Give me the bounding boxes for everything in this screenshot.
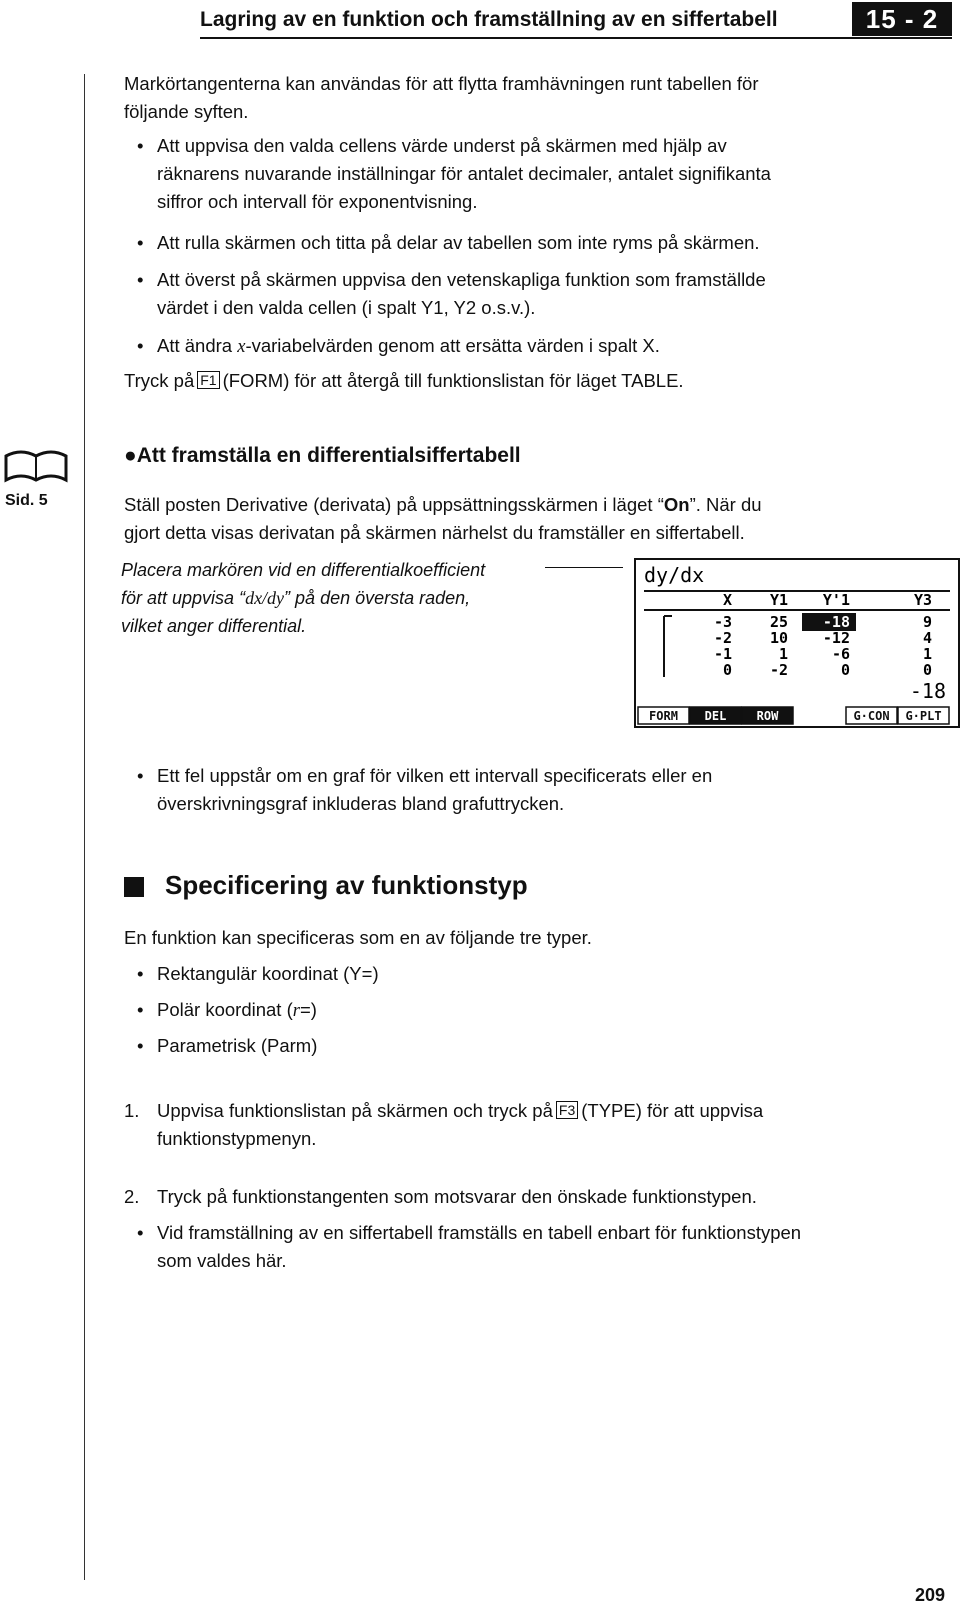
bullet-line: räknarens nuvarande inställningar för antalet decimaler, antalet signifikanta bbox=[157, 163, 771, 184]
f3-key-icon: F3 bbox=[556, 1101, 578, 1119]
subsection-title: ●Att framställa en differentialsiffertabell bbox=[124, 444, 521, 467]
softkey-label: G·CON bbox=[853, 709, 890, 723]
bullet-dot: • bbox=[137, 1035, 144, 1056]
page-header-title: Lagring av en funktion och framställning av en siffertabell bbox=[200, 8, 778, 31]
screen-table-cell: 25 bbox=[769, 613, 788, 631]
screen-table-cell: 1 bbox=[922, 645, 932, 663]
screen-table-cell: -1 bbox=[713, 645, 732, 663]
screen-table-cell: 1 bbox=[778, 645, 788, 663]
selected-value-readout: -18 bbox=[909, 679, 946, 703]
margin-rule bbox=[84, 74, 85, 1580]
page-number: 209 bbox=[915, 1585, 946, 1605]
softkey-label: DEL bbox=[704, 709, 727, 723]
subsection-paragraph: Ställ posten Derivative (derivata) på uppsättningsskärmen i läget “On”. När du gjort detta visas derivatan på skärmen närhelst du framställer en siffertabell. bbox=[124, 494, 762, 543]
bullet-dot: • bbox=[137, 963, 144, 984]
form-instruction: Tryck på F1 (FORM) för att återgå till funktionslistan för läget TABLE. bbox=[124, 370, 684, 391]
section-number-badge: 15 - 2 bbox=[852, 2, 952, 36]
screen-column-header: X bbox=[722, 591, 732, 609]
variable-x: x bbox=[237, 337, 246, 357]
screen-table-cell: -2 bbox=[769, 661, 788, 679]
bullet-dot: • bbox=[137, 999, 144, 1020]
bullet-dot: • bbox=[137, 135, 144, 156]
section-marker-square bbox=[124, 877, 144, 897]
screen-column-header: Y3 bbox=[913, 591, 932, 609]
screen-table-cell: -2 bbox=[713, 629, 732, 647]
screen-table-cell: 9 bbox=[922, 613, 932, 631]
intro-line: Markörtangenterna kan användas för att flytta framhävningen runt tabellen för bbox=[124, 73, 759, 94]
calculator-screen bbox=[634, 558, 960, 728]
screen-table-cell: 0 bbox=[722, 661, 732, 679]
screen-column-header: Y'1 bbox=[822, 591, 850, 609]
bullet-line: Att uppvisa den valda cellens värde underst på skärmen med hjälp av bbox=[157, 135, 727, 156]
screen-table-cell: 10 bbox=[769, 629, 788, 647]
bullet-dot: • bbox=[137, 232, 144, 253]
screen-table-cell: -12 bbox=[822, 629, 850, 647]
section-title: Specificering av funktionstyp bbox=[165, 870, 528, 900]
screen-column-header: Y1 bbox=[769, 591, 788, 609]
variable-dxdy: dx/dy bbox=[245, 588, 285, 608]
bullet-line: siffror och intervall för exponentvisning. bbox=[157, 191, 478, 212]
book-icon bbox=[4, 448, 68, 484]
step-number: 2. bbox=[124, 1186, 140, 1207]
intro-line: följande syften. bbox=[124, 101, 249, 122]
screen-top-label: dy/dx bbox=[644, 563, 705, 587]
screen-table-cell: -3 bbox=[713, 613, 732, 631]
bullet-dot: • bbox=[137, 269, 144, 290]
step-number: 1. bbox=[124, 1100, 140, 1121]
caption-leader-line bbox=[545, 567, 623, 568]
bullet-line: Att överst på skärmen uppvisa den vetenskapliga funktion som framställde bbox=[157, 269, 766, 290]
types-intro: En funktion kan specificeras som en av följande tre typer. bbox=[124, 927, 592, 948]
f1-key-icon: F1 bbox=[197, 371, 219, 389]
bullet-dot: • bbox=[137, 335, 144, 356]
bullet-line: Att rulla skärmen och titta på delar av tabellen som inte ryms på skärmen. bbox=[157, 232, 760, 253]
screen-table-cell: -18 bbox=[822, 613, 850, 631]
subsection-marker: ● bbox=[124, 444, 137, 467]
softkey-label: FORM bbox=[649, 709, 678, 723]
screen-caption: Placera markören vid en differentialkoefficient för att uppvisa “dx/dy” på den översta raden, vilket anger differential. bbox=[121, 560, 486, 636]
page-reference: Sid. 5 bbox=[5, 492, 48, 509]
softkey-label: ROW bbox=[756, 709, 779, 723]
screen-table-cell: 4 bbox=[922, 629, 932, 647]
screen-table-cell: 0 bbox=[840, 661, 850, 679]
header-rule bbox=[200, 37, 952, 39]
softkey-label: G·PLT bbox=[905, 709, 942, 723]
variable-r: r bbox=[292, 1001, 300, 1021]
screen-table-cell: -6 bbox=[831, 645, 850, 663]
bullet-dot: • bbox=[137, 765, 144, 786]
bullet-dot: • bbox=[137, 1222, 144, 1243]
intro-paragraph bbox=[124, 70, 924, 126]
screen-table-cell: 0 bbox=[922, 661, 932, 679]
bullet-line: värdet i den valda cellen (i spalt Y1, Y2 o.s.v.). bbox=[157, 297, 536, 318]
